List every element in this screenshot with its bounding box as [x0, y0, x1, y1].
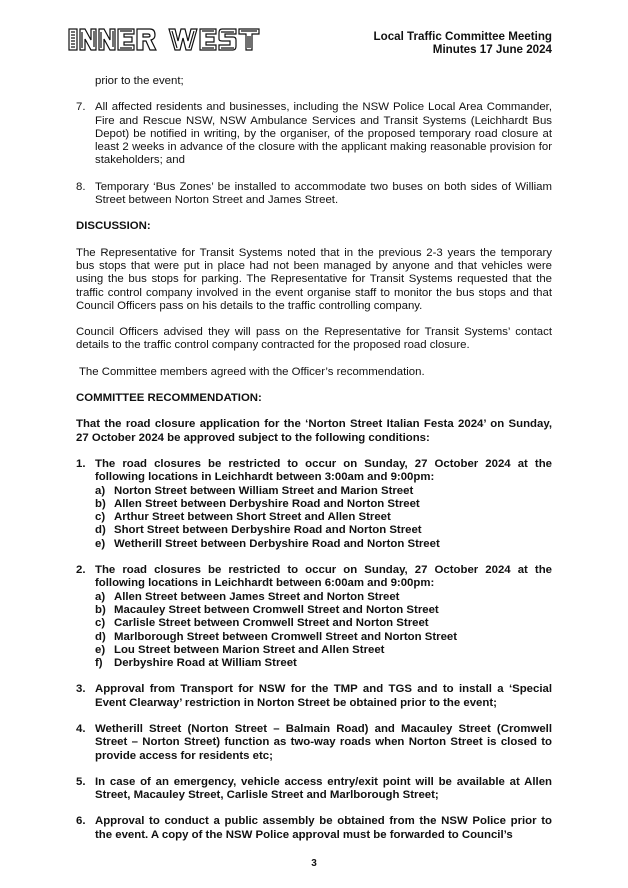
condition-item-7	[76, 101, 552, 167]
item-number: 5.	[76, 775, 86, 788]
item-text: The road closures be restricted to occur on Sunday, 27 October 2024 at the following locations in Leichhardt between 6:00am and 9:00pm:	[95, 564, 552, 590]
meeting-header	[374, 30, 552, 57]
list-item: d) Short Street between Derbyshire Road and Norton Street	[95, 524, 422, 537]
closure-locations-list	[95, 591, 552, 671]
item-text: Approval from Transport for NSW for the TMP and TGS and to install a ‘Special Event Clearway’ restriction in Norton Street be obtained prior to the event;	[95, 683, 552, 709]
condition-text: All affected residents and businesses, including the NSW Police Local Area Commander, Fire and Rescue NSW, NSW Ambulance Services and Transit Systems (Leichhardt Bus Depot) be notified in writing, by the organiser, of the proposed temporary road closure at least 2 weeks in advance of the closure with the applicant making reasonable provision for stakeholders; and	[95, 101, 552, 167]
recommendation-item-1	[76, 458, 552, 551]
minutes-body	[76, 75, 552, 842]
continuation-text: prior to the event;	[95, 75, 184, 87]
discussion-paragraph: Council Officers advised they will pass on the Representative for Transit Systems’ contact details to the traffic control company contracted for the proposed road closure.	[76, 326, 552, 352]
inner-west-logo-icon	[68, 27, 272, 53]
condition-number: 8.	[76, 180, 86, 193]
recommendation-heading: COMMITTEE RECOMMENDATION:	[76, 392, 262, 405]
item-number: 2.	[76, 564, 86, 577]
recommendation-item-4	[76, 723, 552, 763]
condition-number: 7.	[76, 101, 86, 114]
recommendation-item-5	[76, 776, 552, 803]
discussion-paragraph: The Representative for Transit Systems noted that in the previous 2-3 years the temporary bus stops that were put in place had not been managed by anyone and that vehicles were using the bus stops for parking. The Representative for Transit Systems requested that the traffic control company involved in the event organise staff to monitor the bus stops and that Council Officers pass on his details to the traffic controlling company.	[76, 246, 552, 312]
recommendation-item-3	[76, 683, 552, 710]
item-number: 6.	[76, 815, 86, 828]
condition-text: Temporary ‘Bus Zones’ be installed to accommodate two buses on both sides of William Street between Norton Street and James Street.	[95, 180, 552, 207]
item-text: Approval to conduct a public assembly be obtained from the NSW Police prior to the event. A copy of the NSW Police approval must be forwarded to Council’s	[95, 815, 552, 841]
list-item: a) Allen Street between James Street and Norton Street	[95, 590, 400, 603]
recommendation-item-6	[76, 815, 552, 842]
meeting-title: Local Traffic Committee Meeting	[373, 30, 552, 43]
list-item: b) Macauley Street between Cromwell Street and Norton Street	[95, 603, 439, 616]
item-text: Wetherill Street (Norton Street – Balmain Road) and Macauley Street (Cromwell Street – Norton Street) function as two-way roads when Norton Street is closed to provide access for residents etc;	[95, 722, 552, 762]
discussion-heading: DISCUSSION:	[76, 220, 151, 233]
closure-locations-list	[95, 485, 552, 551]
list-item: e) Lou Street between Marion Street and Allen Street	[95, 643, 385, 656]
list-item: a) Norton Street between William Street and Marion Street	[95, 484, 414, 497]
list-item: c) Arthur Street between Short Street and Allen Street	[95, 511, 391, 524]
list-item: f) Derbyshire Road at William Street	[95, 657, 297, 670]
recommendation-item-2	[76, 564, 552, 670]
list-item: b) Allen Street between Derbyshire Road and Norton Street	[95, 497, 420, 510]
minutes-date: Minutes 17 June 2024	[432, 43, 552, 57]
item-number: 1.	[76, 457, 86, 470]
list-item: d) Marlborough Street between Cromwell Street and Norton Street	[95, 630, 458, 643]
item-text: In case of an emergency, vehicle access entry/exit point will be available at Allen Street, Macauley Street, Carlisle Street and Marlborough Street;	[95, 775, 552, 802]
item-text: The road closures be restricted to occur on Sunday, 27 October 2024 at the following locations in Leichhardt between 3:00am and 9:00pm:	[95, 457, 552, 484]
inner-west-logo	[68, 27, 272, 57]
list-item: c) Carlisle Street between Cromwell Street and Norton Street	[95, 617, 429, 630]
recommendation-intro: That the road closure application for the ‘Norton Street Italian Festa 2024’ on Sunday, 27 October 2024 be approved subject to the following conditions:	[76, 418, 552, 444]
item-number: 4.	[76, 722, 86, 735]
condition-item-8	[76, 181, 552, 208]
item-number: 3.	[76, 683, 86, 696]
page-number: 3	[311, 858, 317, 869]
discussion-paragraph: The Committee members agreed with the Officer’s recommendation.	[76, 365, 425, 378]
list-item: e) Wetherill Street between Derbyshire Road and Norton Street	[95, 537, 440, 550]
